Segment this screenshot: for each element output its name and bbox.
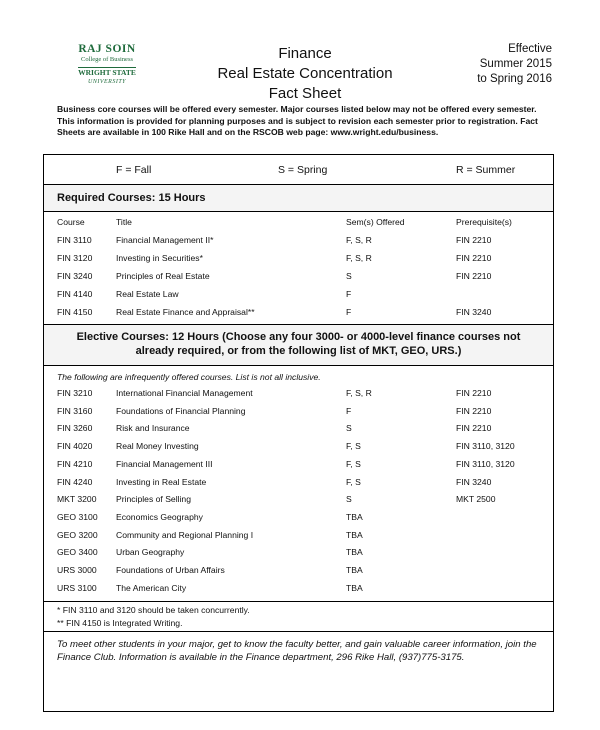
course-semesters: TBA xyxy=(346,582,363,593)
infrequent-note: The following are infrequently offered courses. List is not all inclusive. xyxy=(57,372,321,382)
course-semesters: S xyxy=(346,423,352,434)
required-courses-header xyxy=(44,185,553,212)
course-semesters: F, S, R xyxy=(346,253,372,263)
footnotes xyxy=(44,602,553,632)
season-legend xyxy=(44,155,553,185)
table-row xyxy=(44,457,553,475)
course-prerequisite: FIN 2210 xyxy=(456,405,492,416)
table-row xyxy=(44,545,553,563)
table-row xyxy=(44,492,553,510)
course-semesters: TBA xyxy=(346,511,363,522)
table-row xyxy=(44,510,553,528)
table-row xyxy=(44,305,553,323)
effective-line-1: Effective xyxy=(508,43,552,55)
course-title: Foundations of Urban Affairs xyxy=(116,565,225,575)
table-header-row xyxy=(44,215,553,233)
logo-line-4: UNIVERSITY xyxy=(88,79,126,85)
course-semesters: TBA xyxy=(346,565,363,575)
course-title: Community and Regional Planning I xyxy=(116,529,254,540)
course-semesters: S xyxy=(346,494,352,505)
table-row xyxy=(44,233,553,251)
course-title: Real Estate Finance and Appraisal** xyxy=(116,307,255,317)
effective-line-3: to Spring 2016 xyxy=(477,73,552,85)
document-title xyxy=(180,44,430,104)
table-row xyxy=(44,439,553,457)
table-row xyxy=(44,475,553,493)
course-prerequisite: FIN 2210 xyxy=(456,271,492,281)
course-title: Urban Geography xyxy=(116,547,185,558)
title-line-2: Real Estate Concentration xyxy=(217,65,393,82)
table-row xyxy=(44,386,553,404)
course-prerequisite: FIN 2210 xyxy=(456,235,492,245)
course-code: FIN 4150 xyxy=(57,307,93,317)
course-semesters: F xyxy=(346,289,352,299)
table-row xyxy=(44,287,553,305)
course-title: Risk and Insurance xyxy=(116,423,190,434)
elective-courses-table xyxy=(44,366,553,602)
elective-courses-title xyxy=(44,330,553,358)
logo-line-2: College of Business xyxy=(81,55,133,63)
course-title: Real Money Investing xyxy=(116,441,199,452)
course-code: FIN 3110 xyxy=(57,235,92,245)
course-prerequisite: FIN 3110, 3120 xyxy=(456,441,515,452)
table-row xyxy=(44,563,553,581)
course-title: Investing in Securities* xyxy=(116,253,203,263)
course-semesters: F, S, R xyxy=(346,235,372,245)
course-semesters: F, S xyxy=(346,458,361,469)
required-courses-title: Required Courses: 15 Hours xyxy=(57,192,206,204)
title-line-3: Fact Sheet xyxy=(268,85,342,102)
course-title: The American City xyxy=(116,582,187,593)
course-sheet xyxy=(43,154,554,712)
logo-line-1: RAJ SOIN xyxy=(78,43,136,55)
course-code: URS 3100 xyxy=(57,582,97,593)
course-code: GEO 3200 xyxy=(57,529,98,540)
course-code: FIN 4210 xyxy=(57,458,93,469)
course-title: Financial Management II* xyxy=(116,235,214,245)
course-semesters: F xyxy=(346,307,352,317)
col-semesters: Sem(s) Offered xyxy=(346,217,405,227)
course-prerequisite: FIN 3240 xyxy=(456,476,492,487)
course-code: FIN 3260 xyxy=(57,423,93,434)
course-code: GEO 3400 xyxy=(57,547,98,558)
course-title: Investing in Real Estate xyxy=(116,476,207,487)
course-code: FIN 4240 xyxy=(57,476,93,487)
effective-dates xyxy=(477,42,552,87)
course-code: FIN 4140 xyxy=(57,289,93,299)
course-semesters: F xyxy=(346,405,352,416)
season-spring: S = Spring xyxy=(278,164,328,176)
course-code: FIN 3160 xyxy=(57,405,93,416)
course-title: Principles of Selling xyxy=(116,494,191,505)
course-title: Real Estate Law xyxy=(116,289,179,299)
elective-title-line-2: already required, or from the following list of MKT, GEO, URS.) xyxy=(135,345,462,357)
effective-line-2: Summer 2015 xyxy=(479,58,552,70)
table-row xyxy=(44,528,553,546)
course-semesters: F, S, R xyxy=(346,388,372,398)
required-courses-table xyxy=(44,212,553,325)
course-prerequisite: FIN 2210 xyxy=(456,388,492,398)
table-row xyxy=(44,404,553,422)
table-row xyxy=(44,269,553,287)
col-prerequisites: Prerequisite(s) xyxy=(456,217,512,227)
course-code: FIN 3240 xyxy=(57,271,93,281)
table-row xyxy=(44,421,553,439)
course-prerequisite: FIN 3240 xyxy=(456,307,492,317)
course-code: MKT 3200 xyxy=(57,494,97,505)
course-title: Financial Management III xyxy=(116,458,213,469)
elective-title-line-1: Elective Courses: 12 Hours (Choose any four 3000- or 4000-level finance courses not xyxy=(76,331,521,343)
elective-courses-header xyxy=(44,325,553,366)
intro-paragraph: Business core courses will be offered every semester. Major courses listed below may not be offered every semester. This information is provided for planning purposes and is subject to revision each semester prior to registration. Fact Sheets are available in 100 Rike Hall and on the RSCOB web page: www.wright.edu/business. xyxy=(57,104,538,137)
course-prerequisite: MKT 2500 xyxy=(456,494,496,505)
course-code: FIN 4020 xyxy=(57,441,93,452)
col-course: Course xyxy=(57,217,85,227)
course-semesters: TBA xyxy=(346,529,363,540)
course-semesters: F, S xyxy=(346,476,361,487)
season-fall: F = Fall xyxy=(116,164,152,176)
course-semesters: S xyxy=(346,271,352,281)
col-title: Title xyxy=(116,217,132,227)
course-code: URS 3000 xyxy=(57,565,97,575)
course-code: FIN 3120 xyxy=(57,253,93,263)
season-summer: R = Summer xyxy=(456,164,516,176)
footnote-1: * FIN 3110 and 3120 should be taken concurrently. xyxy=(57,605,250,615)
course-title: International Financial Management xyxy=(116,388,253,398)
finance-club-paragraph: To meet other students in your major, get to know the faculty better, and gain valuable career information, join the Finance Club. Information is available in the Finance department, 296 Rike Hall, (937)775-3175. xyxy=(57,639,537,663)
finance-club-info xyxy=(44,632,553,711)
course-title: Foundations of Financial Planning xyxy=(116,405,246,416)
course-semesters: TBA xyxy=(346,547,363,558)
course-prerequisite: FIN 3110, 3120 xyxy=(456,458,515,469)
course-semesters: F, S xyxy=(346,441,361,452)
course-prerequisite: FIN 2210 xyxy=(456,253,492,263)
logo-line-3: WRIGHT STATE xyxy=(78,68,136,77)
title-line-1: Finance xyxy=(278,45,332,62)
course-title: Principles of Real Estate xyxy=(116,271,210,281)
table-row xyxy=(44,581,553,599)
course-prerequisite: FIN 2210 xyxy=(456,423,492,434)
table-row xyxy=(44,251,553,269)
college-logo xyxy=(62,44,152,85)
course-code: FIN 3210 xyxy=(57,388,93,398)
footnote-2: ** FIN 4150 is Integrated Writing. xyxy=(57,618,183,628)
course-code: GEO 3100 xyxy=(57,511,98,522)
course-title: Economics Geography xyxy=(116,511,203,522)
